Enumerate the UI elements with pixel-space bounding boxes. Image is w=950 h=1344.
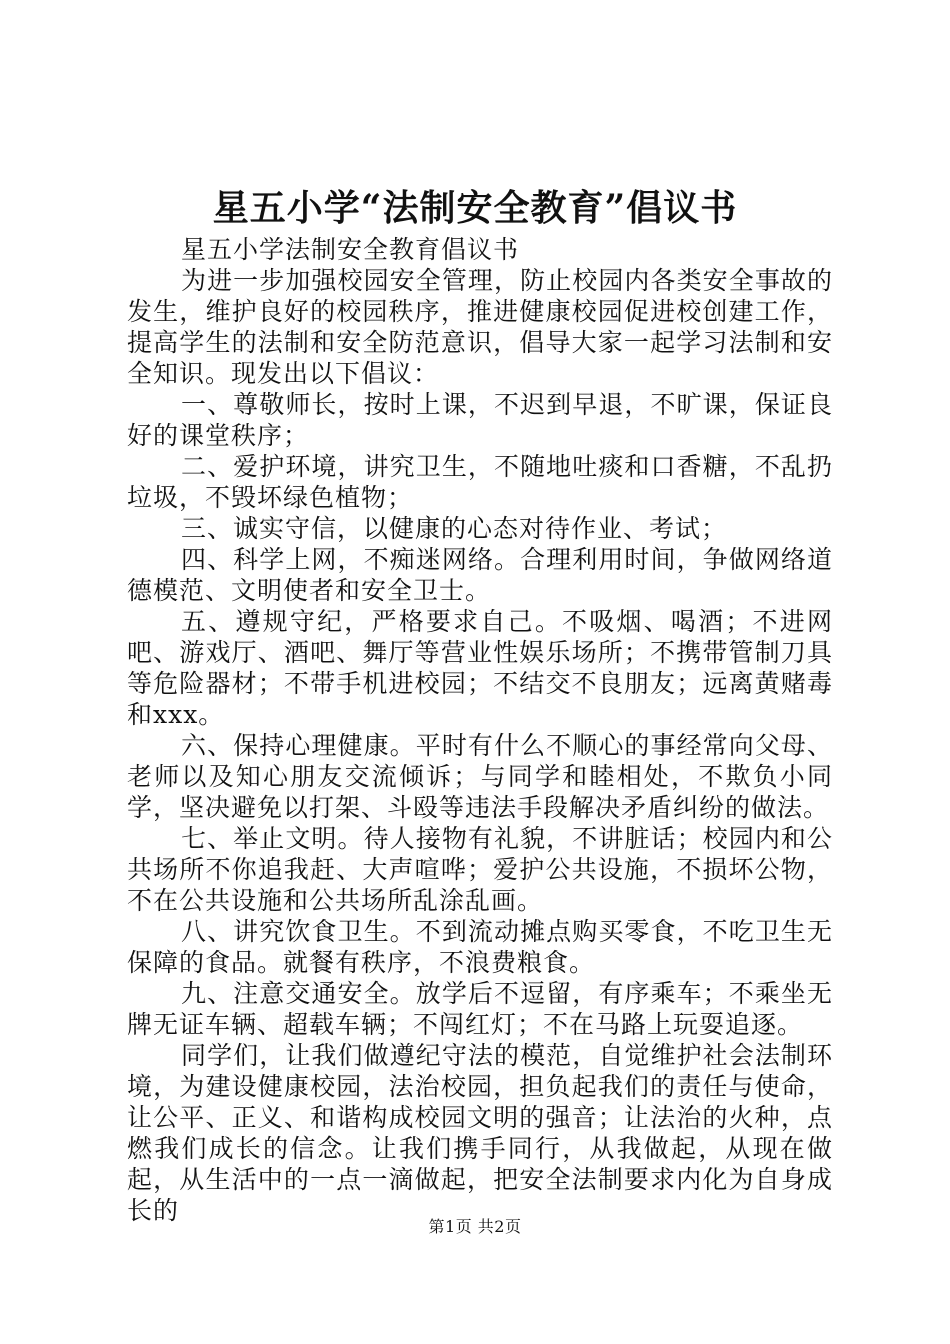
paragraph-subtitle: 星五小学法制安全教育倡议书 xyxy=(181,235,520,264)
paragraph-item-2: 二、爱护环境，讲究卫生，不随地吐痰和口香糖，不乱扔垃圾，不毁坏绿色植物； xyxy=(127,452,833,512)
paragraph-item-6: 六、保持心理健康。平时有什么不顺心的事经常向父母、老师以及知心朋友交流倾诉；与同学和睦相处，不欺负小同学，坚决避免以打架、斗殴等违法手段解决矛盾纠纷的做法。 xyxy=(127,731,833,822)
paragraph-item-9: 九、注意交通安全。放学后不逗留，有序乘车；不乘坐无牌无证车辆、超载车辆；不闯红灯；不在马路上玩耍追逐。 xyxy=(127,979,833,1039)
paragraph-item-1: 一、尊敬师长，按时上课，不迟到早退，不旷课，保证良好的课堂秩序； xyxy=(127,390,833,450)
paragraph-item-5: 五、遵规守纪，严格要求自己。不吸烟、喝酒；不进网吧、游戏厅、酒吧、舞厅等营业性娱乐场所；不携带管制刀具等危险器材；不带手机进校园；不结交不良朋友；远离黄赌毒和xxx。 xyxy=(127,607,833,729)
paragraph-item-8: 八、讲究饮食卫生。不到流动摊点购买零食，不吃卫生无保障的食品。就餐有秩序，不浪费粮食。 xyxy=(127,917,833,977)
paragraph-item-3: 三、诚实守信，以健康的心态对待作业、考试； xyxy=(181,514,728,543)
paragraph-item-7: 七、举止文明。待人接物有礼貌，不讲脏话；校园内和公共场所不你追我赶、大声喧哗；爱护公共设施，不损坏公物，不在公共设施和公共场所乱涂乱画。 xyxy=(127,824,833,915)
document-body xyxy=(127,234,833,1226)
paragraph-closing: 同学们，让我们做遵纪守法的模范，自觉维护社会法制环境，为建设健康校园，法治校园，担负起我们的责任与使命，让公平、正义、和谐构成校园文明的强音；让法治的火种，点燃我们成长的信念。让我们携手同行，从我做起，从现在做起，从生活中的一点一滴做起，把安全法制要求内化为自身成长的 xyxy=(127,1041,833,1225)
paragraph-item-4: 四、科学上网，不痴迷网络。合理利用时间，争做网络道德模范、文明使者和安全卫士。 xyxy=(127,545,833,605)
document-title: 星五小学“法制安全教育”倡议书 xyxy=(212,187,738,229)
page-number-footer: 第1页 共2页 xyxy=(428,1217,522,1236)
paragraph-intro: 为进一步加强校园安全管理，防止校园内各类安全事故的发生，维护良好的校园秩序，推进健康校园促进校创建工作，提高学生的法制和安全防范意识，倡导大家一起学习法制和安全知识。现发出以下倡议： xyxy=(127,266,833,388)
